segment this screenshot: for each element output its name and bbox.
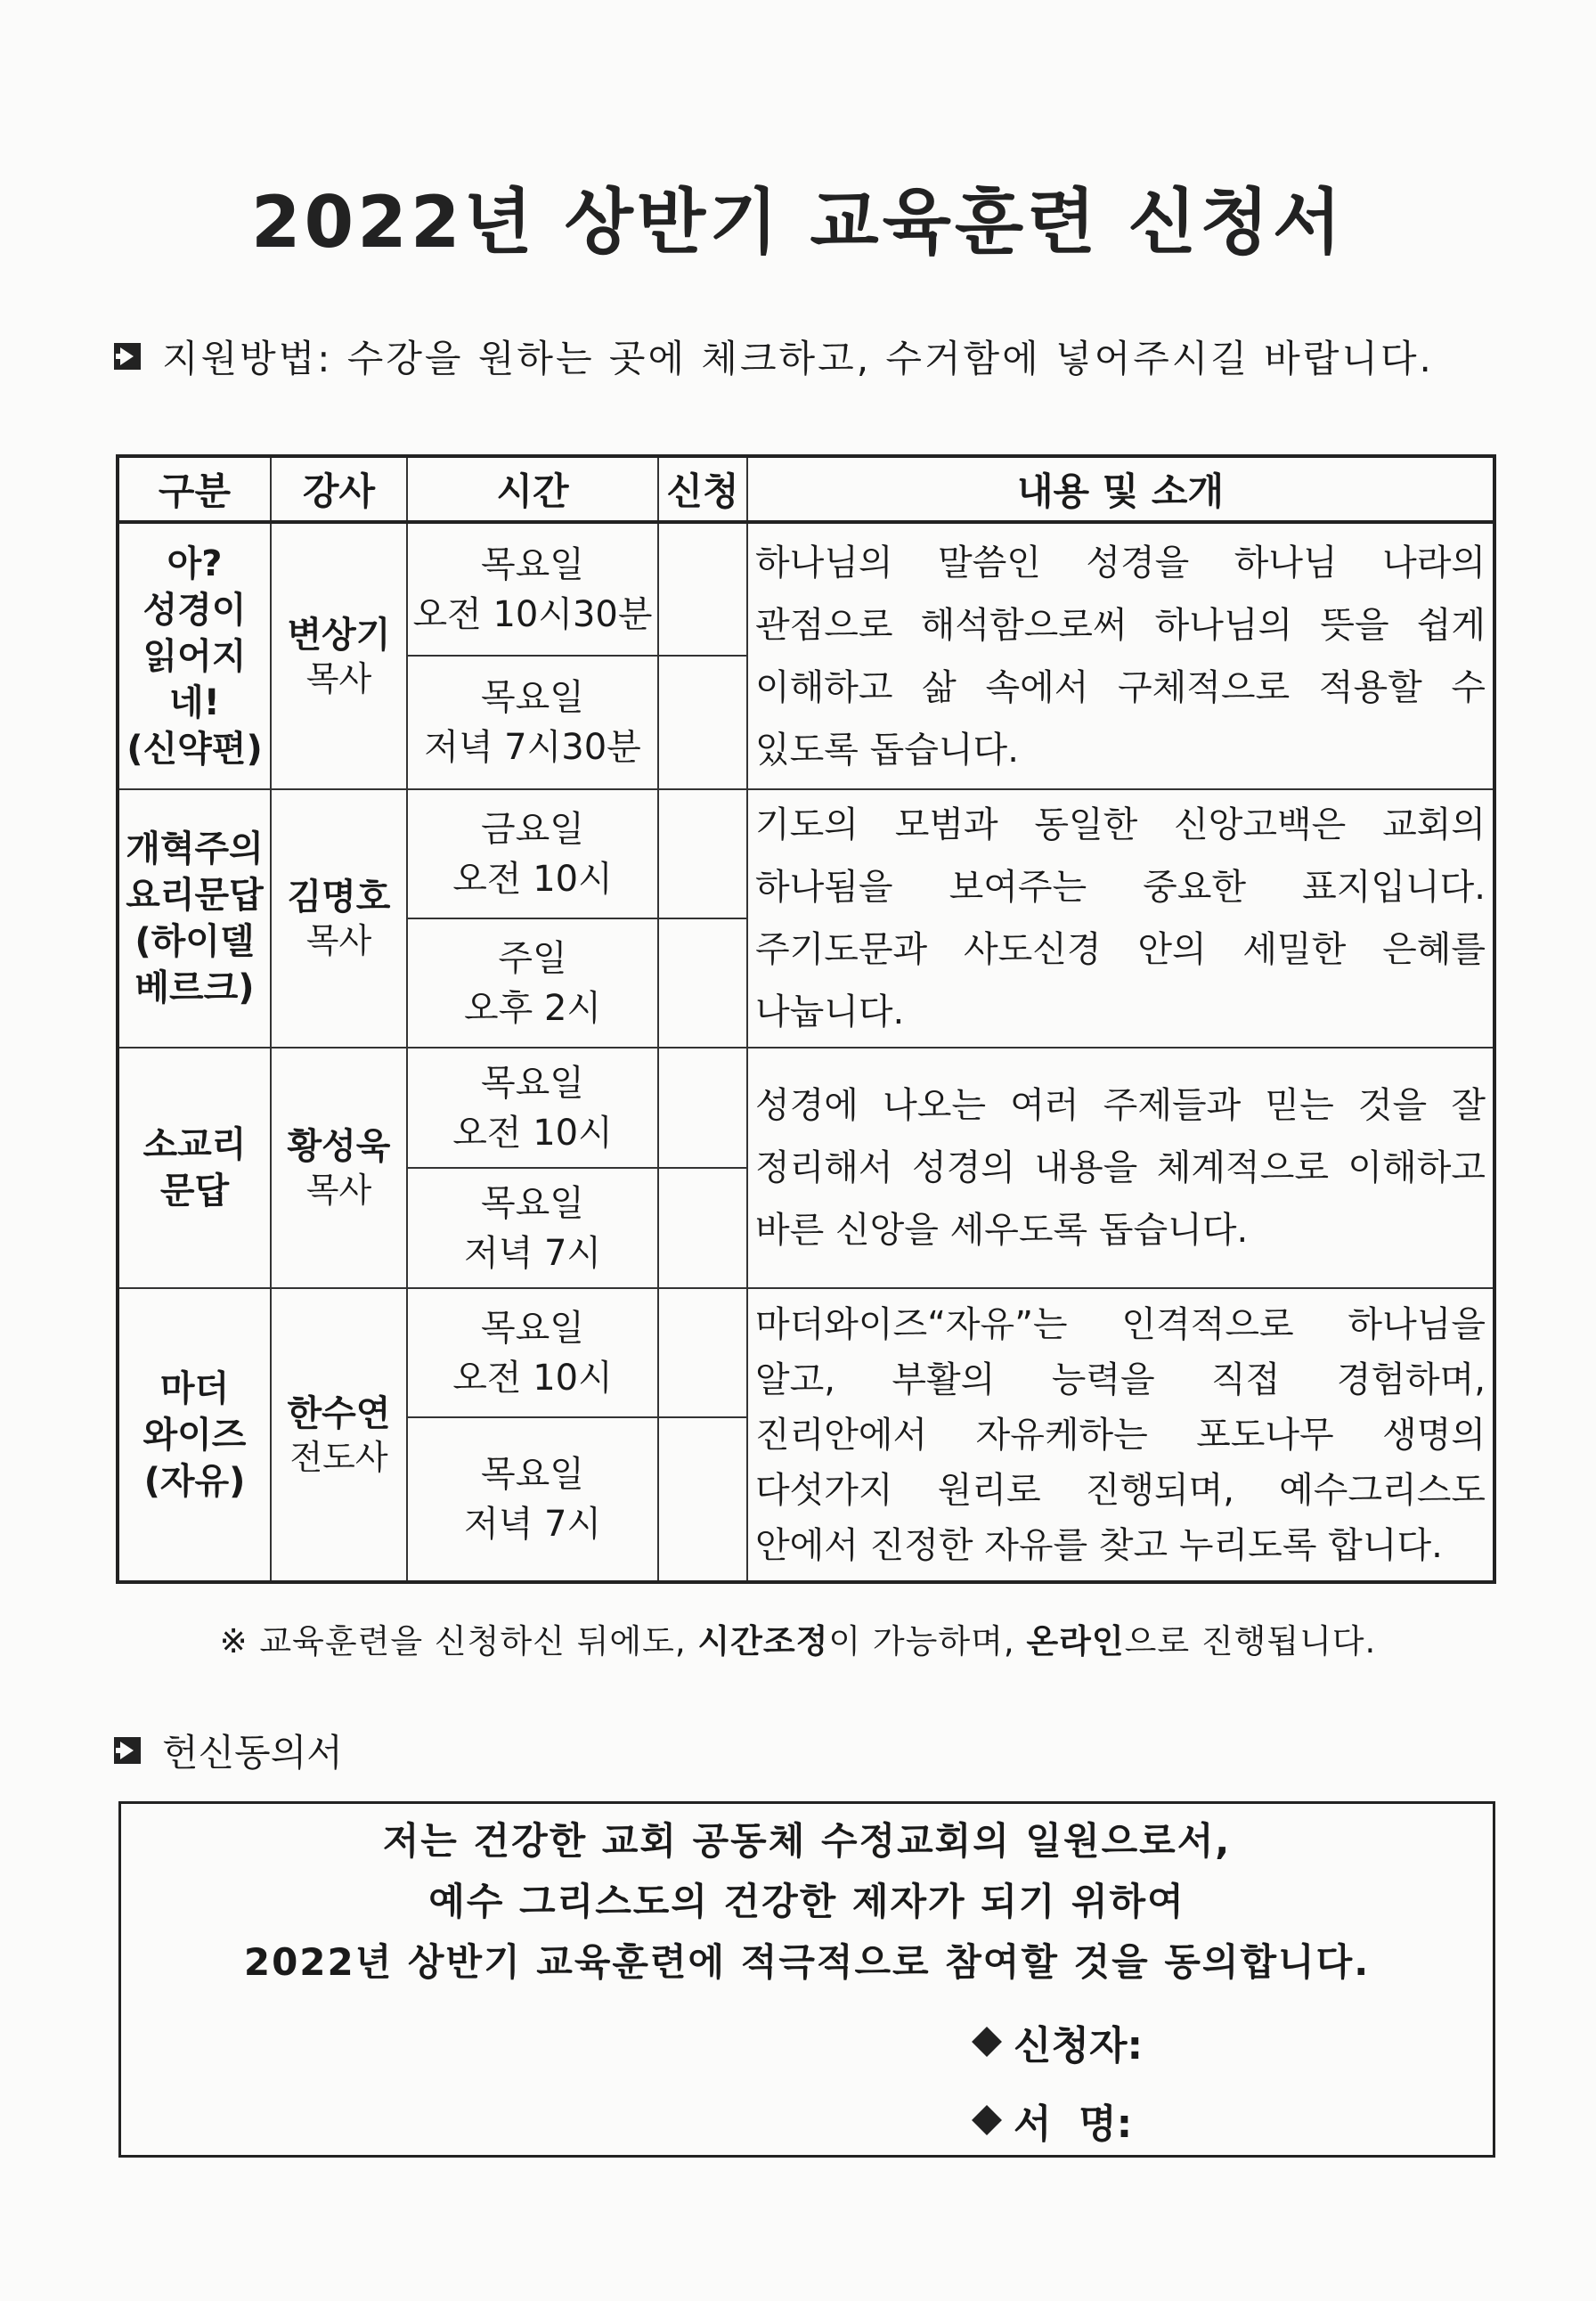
signature-field[interactable] — [976, 2092, 1132, 2149]
session-time: 목요일 오전 10시30분 — [407, 522, 658, 656]
header-category: 구분 — [118, 456, 271, 522]
footnote: ※ 교육훈련을 신청하신 뒤에도, 시간조정이 가능하며, 온라인으로 진행됩니다. — [219, 1622, 1377, 1660]
session-time: 목요일 저녁 7시30분 — [407, 656, 658, 789]
table-row — [118, 1288, 1494, 1417]
pledge-line: 저는 건강한 교회 공동체 수정교회의 일원으로서, — [382, 1819, 1232, 1863]
table-header-row — [118, 456, 1494, 522]
course-instructor: 황성욱 목사 — [271, 1048, 407, 1288]
course-instructor: 변상기 목사 — [271, 522, 407, 789]
table-row — [118, 789, 1494, 918]
pledge-line: 2022년 상반기 교육훈련에 적극적으로 참여할 것을 동의합니다. — [243, 1940, 1371, 1984]
arrow-box-icon — [114, 343, 141, 370]
course-category: 아? 성경이 읽어지네! (신약편) — [118, 522, 271, 789]
session-time: 목요일 오전 10시 — [407, 1288, 658, 1417]
pledge-line: 예수 그리스도의 건강한 제자가 되기 위하여 — [428, 1880, 1185, 1923]
session-time: 금요일 오전 10시 — [407, 789, 658, 918]
page-title: 2022년 상반기 교육훈련 신청서 — [250, 181, 1346, 264]
pledge-heading-text: 헌신동의서 — [162, 1731, 343, 1775]
course-instructor: 김명호 목사 — [271, 789, 407, 1048]
application-method-text: 지원방법: 수강을 원하는 곳에 체크하고, 수거함에 넣어주시길 바랍니다. — [162, 337, 1434, 380]
applicant-label: 신청자: — [1014, 2023, 1144, 2068]
arrow-box-icon — [114, 1737, 141, 1764]
footnote-emphasis: 시간조정 — [697, 1622, 829, 1660]
application-method — [114, 330, 1434, 383]
session-time: 주일 오후 2시 — [407, 918, 658, 1048]
course-description: 마더와이즈“자유”는 인격적으로 하나님을 알고, 부활의 능력을 직접 경험하며, 진리안에서 자유케하는 포도나무 생명의 다섯가지 원리로 진행되며, 예수그리스도 안에서 진정한 자유를 찾고 누리도록 합니다. — [747, 1288, 1494, 1582]
pledge-box — [118, 1801, 1495, 2158]
course-description: 기도의 모범과 동일한 신앙고백은 교회의 하나됨을 보여주는 중요한 표지입니다. 주기도문과 사도신경 안의 세밀한 은혜를 나눕니다. — [747, 789, 1494, 1048]
signature-label: 서 명: — [1014, 2101, 1133, 2147]
diamond-icon — [972, 2105, 1002, 2135]
table-row — [118, 522, 1494, 656]
course-category: 소교리 문답 — [118, 1048, 271, 1288]
header-time: 시간 — [407, 456, 658, 522]
course-description: 성경에 나오는 여러 주제들과 믿는 것을 잘 정리해서 성경의 내용을 체계적으로 이해하고 바른 신앙을 세우도록 돕습니다. — [747, 1048, 1494, 1288]
apply-checkbox[interactable] — [658, 1168, 747, 1288]
diamond-icon — [972, 2027, 1002, 2057]
apply-checkbox[interactable] — [658, 789, 747, 918]
apply-checkbox[interactable] — [658, 918, 747, 1048]
course-category: 마더 와이즈 (자유) — [118, 1288, 271, 1582]
apply-checkbox[interactable] — [658, 1288, 747, 1417]
apply-checkbox[interactable] — [658, 1048, 747, 1168]
header-instructor: 강사 — [271, 456, 407, 522]
apply-checkbox[interactable] — [658, 522, 747, 656]
course-description: 하나님의 말씀인 성경을 하나님 나라의 관점으로 해석함으로써 하나님의 뜻을 쉽게 이해하고 삶 속에서 구체적으로 적용할 수 있도록 돕습니다. — [747, 522, 1494, 789]
course-table — [116, 454, 1496, 1584]
pledge-heading — [114, 1724, 343, 1777]
header-description: 내용 및 소개 — [747, 456, 1494, 522]
footnote-emphasis: 온라인 — [1026, 1622, 1125, 1660]
apply-checkbox[interactable] — [658, 656, 747, 789]
course-instructor: 한수연 전도사 — [271, 1288, 407, 1582]
course-category: 개혁주의 요리문답 (하이델 베르크) — [118, 789, 271, 1048]
session-time: 목요일 오전 10시 — [407, 1048, 658, 1168]
apply-checkbox[interactable] — [658, 1417, 747, 1582]
applicant-field[interactable] — [976, 2013, 1143, 2070]
session-time: 목요일 저녁 7시 — [407, 1168, 658, 1288]
header-apply: 신청 — [658, 456, 747, 522]
table-row — [118, 1048, 1494, 1168]
session-time: 목요일 저녁 7시 — [407, 1417, 658, 1582]
